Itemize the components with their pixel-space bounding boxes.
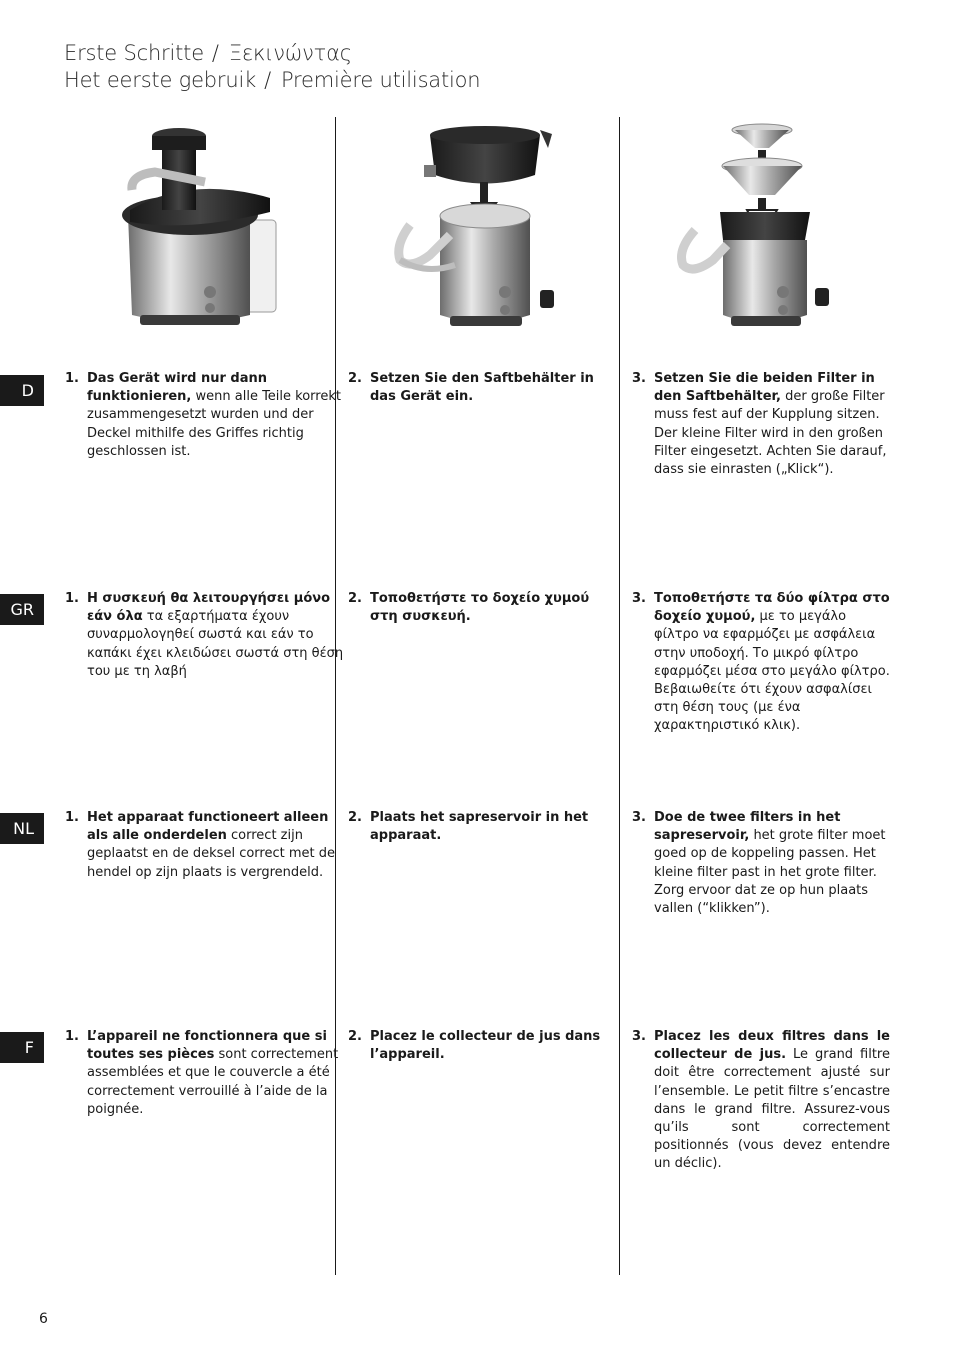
title-gr: Ξεκινώντας (228, 41, 352, 65)
step-1-fr: 1. L’appareil ne fonctionnera que si toutes ses pièces sont correctement assemblées et que le couvercle a été correctement verrouillé à l’aide de la poignée. (65, 1029, 339, 1117)
step-2-de: 2. Setzen Sie den Saftbehälter in das Gerät ein. (348, 371, 594, 405)
page-number: 6 (39, 1311, 48, 1327)
step-3-de: 3. Setzen Sie die beiden Filter in den Saftbehälter, der große Filter muss fest auf der Kupplung sitzen. Der kleine Filter wird in den großen Filter eingesetzt. Achten Sie darauf, dass sie einrasten („Klick“). (632, 371, 887, 478)
step-2-fr: 2. Placez le collecteur de jus dans l’appareil. (348, 1029, 601, 1063)
page-title-line-2 (64, 68, 480, 92)
step-3-nl: 3. Doe de twee filters in het sapreservoir, het grote filter moet goed op de koppeling passen. Het kleine filter past in het grote filter. Zorg ervoor dat ze op hun plaats vallen (“klikken”). (632, 810, 886, 917)
step-1-gr: 1. Η συσκευή θα λειτουργήσει μόνο εάν όλα τα εξαρτήματα έχουν συναρμολογηθεί σωστά και εάν το καπάκι έχει κλειδώσει σωστά στη θέση του με τη λαβή (65, 591, 344, 679)
page-title-line-1 (64, 41, 352, 65)
step-2-gr: 2. Τοποθετήστε το δοχείο χυμού στη συσκευή. (348, 591, 590, 625)
title-fr: Première utilisation (280, 68, 481, 92)
language-tab-fr: F (0, 1032, 44, 1063)
step-3-fr: 3. Placez les deux filtres dans le collecteur de jus. Le grand filtre doit être correctement ajusté sur l’ensemble. Le petit filtre s’encastre dans le grand filtre. Assurez-vous qu’ils sont correctement positionnés (vous devez entendre un déclic). (632, 1029, 890, 1172)
title-separator: / (211, 41, 219, 65)
title-separator: / (264, 68, 271, 92)
juicer-assembled-icon (110, 120, 290, 335)
juicer-insert-container-icon (380, 120, 555, 335)
step-3-gr: 3. Τοποθετήστε τα δύο φίλτρα στο δοχείο χυμού, με το μεγάλο φίλτρο να εφαρμόζει με ασφάλεια στην υποδοχή. Το μικρό φίλτρο εφαρμόζει μέσα στο μεγάλο φίλτρο. Βεβαιωθείτε ότι έχουν ασφαλίσει στη θέση τους (με ένα χαρακτηριστικό κλικ). (632, 591, 890, 734)
step-1-nl: 1. Het apparaat functioneert alleen als alle onderdelen correct zijn geplaatst en de deksel correct met de hendel op zijn plaats is vergrendeld. (65, 810, 335, 880)
column-divider (619, 117, 620, 1275)
title-de: Erste Schritte (64, 41, 204, 65)
language-tab-nl: NL (0, 813, 44, 844)
step-2-nl: 2. Plaats het sapreservoir in het apparaat. (348, 810, 589, 844)
language-tab-de: D (0, 375, 44, 406)
step-1-de: 1. Das Gerät wird nur dann funktionieren, wenn alle Teile korrekt zusammengesetzt wurden und der Deckel mithilfe des Griffes richtig geschlossen ist. (65, 371, 341, 459)
language-tab-gr: GR (0, 594, 44, 625)
juicer-insert-filters-icon (665, 120, 840, 335)
title-nl: Het eerste gebruik (64, 68, 257, 92)
